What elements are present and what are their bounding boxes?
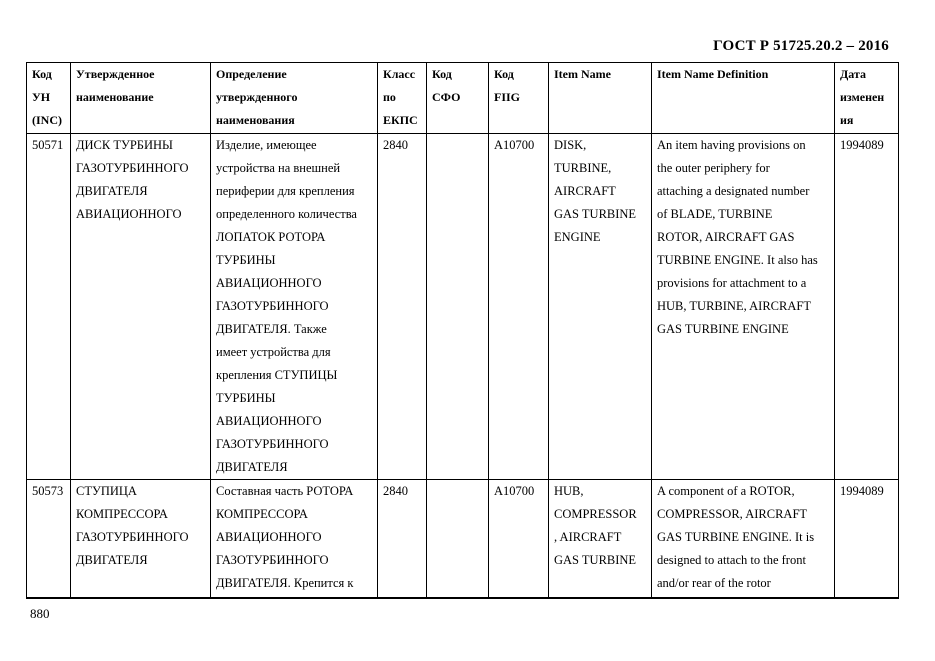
cell-ekps-class: 2840: [378, 134, 427, 480]
column-header-sfo-code: Код СФО: [427, 63, 489, 134]
cell-sfo-code: [427, 480, 489, 599]
column-header-approved-name: Утвержденное наименование: [71, 63, 211, 134]
cell-approved-name: ДИСК ТУРБИНЫ ГАЗОТУРБИННОГО ДВИГАТЕЛЯ АВИАЦИОННОГО: [71, 134, 211, 480]
cell-approved-name: СТУПИЦА КОМПРЕССОРА ГАЗОТУРБИННОГО ДВИГАТЕЛЯ: [71, 480, 211, 599]
cell-fiig-code: A10700: [489, 480, 549, 599]
cell-item-name: HUB, COMPRESSOR , AIRCRAFT GAS TURBINE: [549, 480, 652, 599]
table-header-row: [27, 63, 899, 134]
cell-ekps-class: 2840: [378, 480, 427, 599]
cell-fiig-code: A10700: [489, 134, 549, 480]
column-header-item-name-definition: Item Name Definition: [652, 63, 835, 134]
cell-change-date: 1994089: [835, 480, 899, 599]
cell-change-date: 1994089: [835, 134, 899, 480]
column-header-change-date: Дата изменен ия: [835, 63, 899, 134]
cell-name-definition: Изделие, имеющее устройства на внешней периферии для крепления определенного количества ЛОПАТОК РОТОРА ТУРБИНЫ АВИАЦИОННОГО ГАЗОТУРБИННОГО ДВИГАТЕЛЯ. Также имеет устройства для крепления СТУПИЦЫ ТУРБИНЫ АВИАЦИОННОГО ГАЗОТУРБИННОГО ДВИГАТЕЛЯ: [211, 134, 378, 480]
cell-item-name: DISK, TURBINE, AIRCRAFT GAS TURBINE ENGINE: [549, 134, 652, 480]
cell-item-name-definition: A component of a ROTOR, COMPRESSOR, AIRCRAFT GAS TURBINE ENGINE. It is designed to attach to the front and/or rear of the rotor: [652, 480, 835, 599]
cell-name-definition: Составная часть РОТОРА КОМПРЕССОРА АВИАЦИОННОГО ГАЗОТУРБИННОГО ДВИГАТЕЛЯ. Крепится к: [211, 480, 378, 599]
column-header-name-definition: Определение утвержденного наименования: [211, 63, 378, 134]
table-row: [27, 134, 899, 480]
column-header-ekps-class: Класс по ЕКПС: [378, 63, 427, 134]
column-header-fiig-code: Код FIIG: [489, 63, 549, 134]
cell-item-name-definition: An item having provisions on the outer periphery for attaching a designated number of BLADE, TURBINE ROTOR, AIRCRAFT GAS TURBINE ENGINE. It also has provisions for attachment to a HUB, TURBINE, AIRCRAFT GAS TURBINE ENGINE: [652, 134, 835, 480]
column-header-inc-code: Код УН (INC): [27, 63, 71, 134]
table-row: [27, 480, 899, 599]
cell-inc-code: 50571: [27, 134, 71, 480]
cell-inc-code: 50573: [27, 480, 71, 599]
page-number: 880: [30, 606, 50, 621]
column-header-item-name: Item Name: [549, 63, 652, 134]
data-table: [26, 62, 899, 599]
document-header: ГОСТ Р 51725.20.2 – 2016: [713, 38, 889, 54]
cell-sfo-code: [427, 134, 489, 480]
